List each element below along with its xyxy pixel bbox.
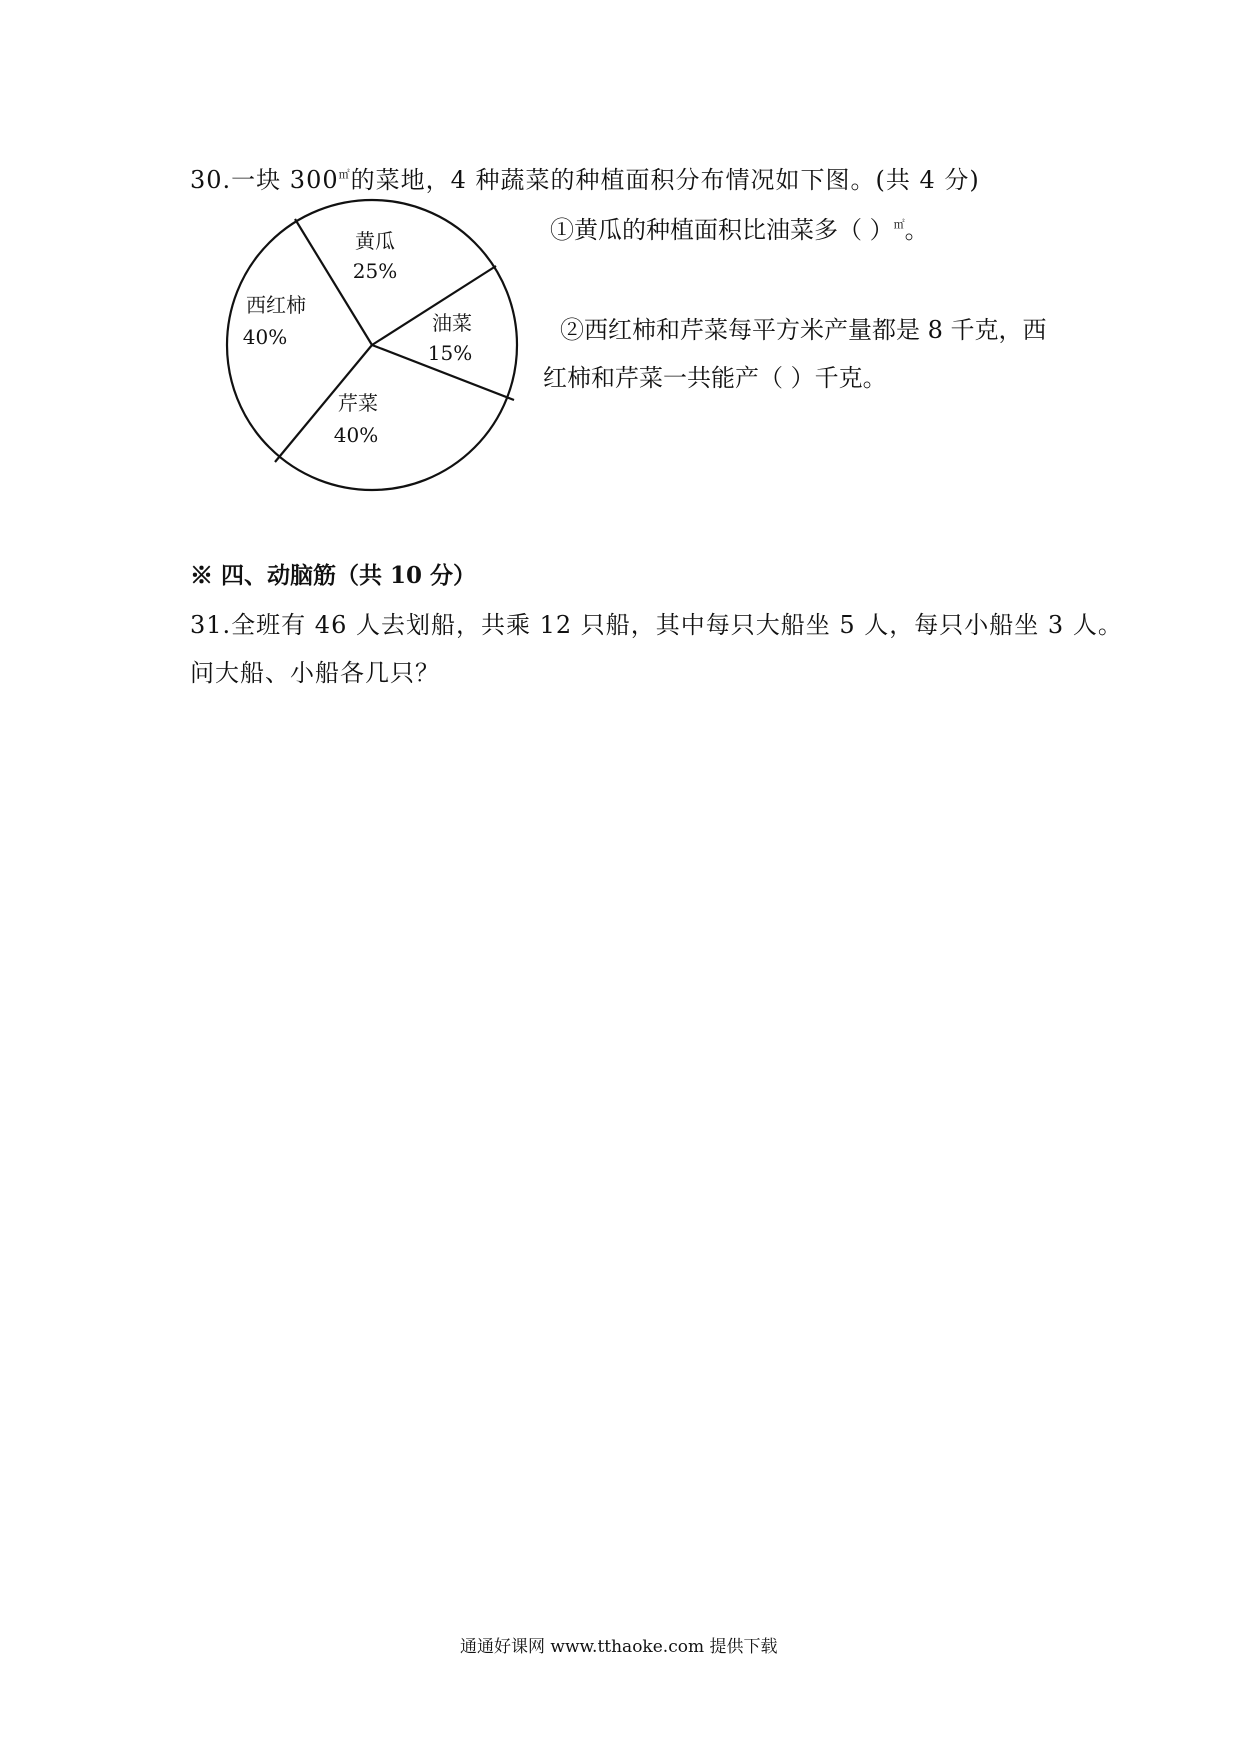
question-31-line1: 31.全班有 46 人去划船，共乘 12 只船，其中每只大船坐 5 人，每只小船坐 3 人。 <box>190 611 1123 639</box>
question-31-line2: 问大船、小船各几只？ <box>190 659 440 687</box>
slice-value-tomato: 40% <box>242 325 288 349</box>
question-30-sub1: ①黄瓜的种植面积比油菜多（ ）㎡。 <box>550 216 929 244</box>
question-30-stem: 30.一块 300㎡的菜地，4 种蔬菜的种植面积分布情况如下图。(共 4 分) <box>190 166 980 194</box>
slice-value-celery: 40% <box>333 423 379 447</box>
question-30-sub2-line1: ②西红柿和芹菜每平方米产量都是 8 千克，西 <box>560 316 1047 344</box>
slice-label-tomato: 西红柿 <box>246 293 306 317</box>
section-4-title: ※ 四、动脑筋（共 10 分） <box>190 562 477 589</box>
footer-credit: 通通好课网 www.tthaoke.com 提供下载 <box>460 1637 778 1657</box>
slice-label-cucumber: 黄瓜 <box>355 229 395 253</box>
slice-value-rape: 15% <box>427 341 473 365</box>
question-30-sub2-line2: 红柿和芹菜一共能产（ ）千克。 <box>543 364 887 392</box>
slice-label-celery: 芹菜 <box>338 391 378 415</box>
slice-value-cucumber: 25% <box>352 259 398 283</box>
slice-label-rape: 油菜 <box>432 311 472 335</box>
